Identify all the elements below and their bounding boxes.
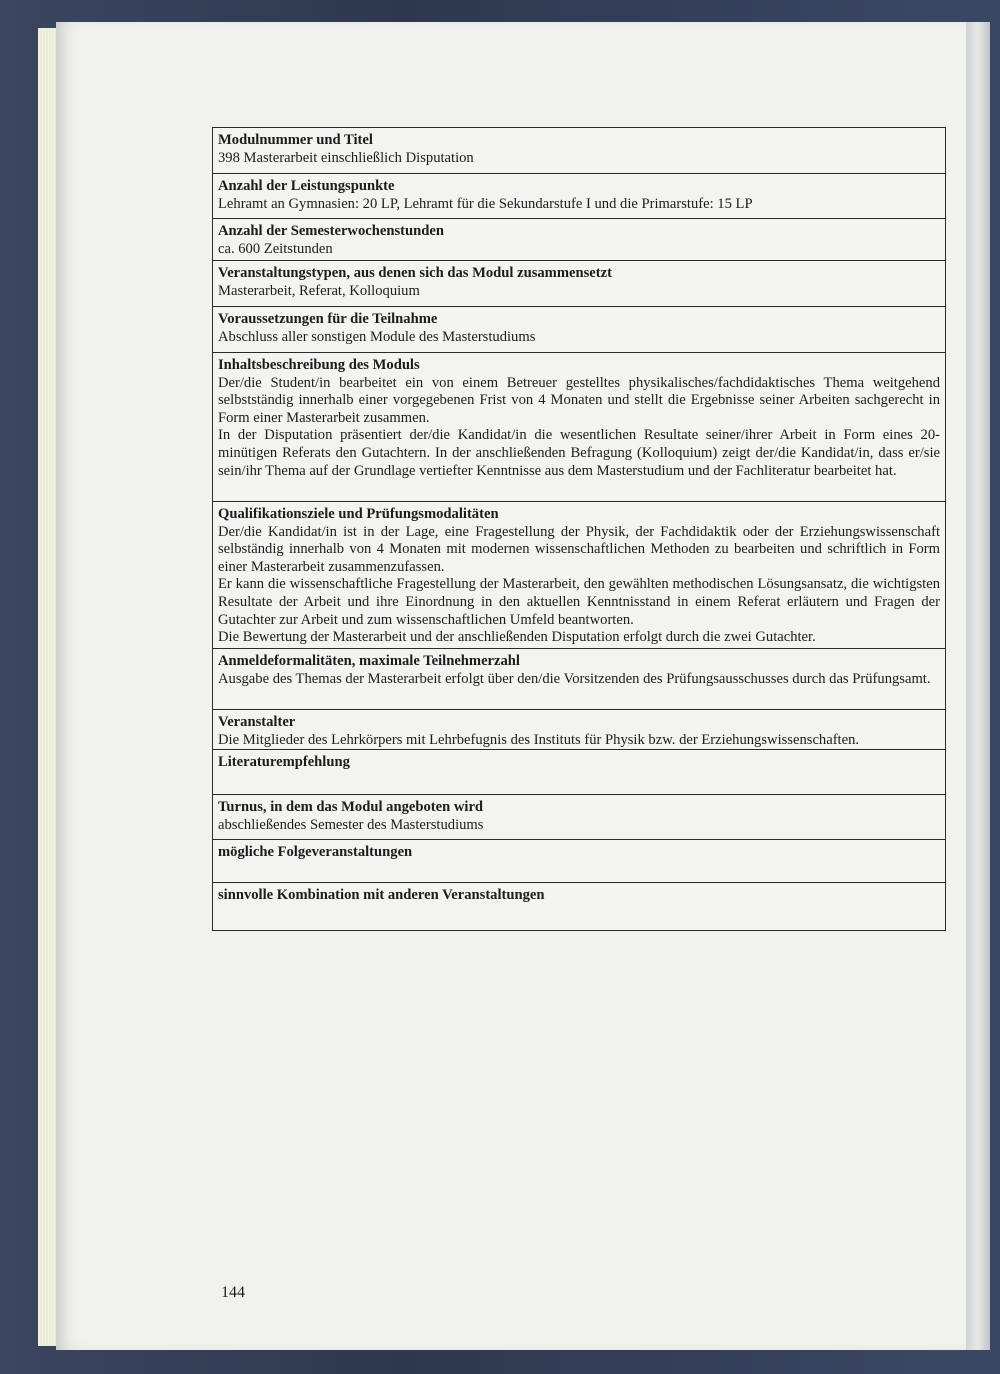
row-text: Abschluss aller sonstigen Module des Masterstudiums <box>218 328 536 345</box>
row-title: mögliche Folgeveranstaltungen <box>218 844 413 860</box>
row-veranstaltungstypen <box>213 261 945 307</box>
row-title: Modulnummer und Titel <box>218 132 373 148</box>
row-veranstalter <box>213 710 945 750</box>
row-inhaltsbeschreibung <box>213 353 945 502</box>
row-title: Turnus, in dem das Modul angeboten wird <box>218 799 484 815</box>
row-leistungspunkte <box>213 174 945 219</box>
row-title: Voraussetzungen für die Teilnahme <box>218 311 438 327</box>
row-turnus <box>213 795 945 840</box>
row-title: Veranstalter <box>218 714 296 730</box>
row-text: Masterarbeit, Referat, Kolloquium <box>218 282 420 299</box>
row-title: Inhaltsbeschreibung des Moduls <box>218 357 420 373</box>
row-qualifikationsziele <box>213 502 945 649</box>
row-text: Die Mitglieder des Lehrkörpers mit Lehrbefugnis des Instituts für Physik bzw. der Erziehungswissenschaften. <box>218 731 860 748</box>
row-text: Er kann die wissenschaftliche Fragestellung der Masterarbeit, den gewählten methodischen Lösungsansatz, die wichtigsten Resultate der Arbeit und ihre Einordnung in den aktuellen Kenntnisstand in einem Referat erläutern und Fragen der Gutachter zur Arbeit und zum wissenschaftlichen Umfeld beantworten. <box>218 576 940 628</box>
module-description-table <box>212 127 946 931</box>
row-text: Ausgabe des Themas der Masterarbeit erfolgt über den/die Vorsitzenden des Prüfungsausschusses durch das Prüfungsamt. <box>218 670 931 687</box>
row-title: Literaturempfehlung <box>218 754 350 770</box>
row-voraussetzungen <box>213 307 945 353</box>
row-literaturempfehlung <box>213 750 945 795</box>
row-modulnummer <box>213 128 945 174</box>
row-title: Anzahl der Semesterwochenstunden <box>218 223 444 239</box>
row-title: Qualifikationsziele und Prüfungsmodalitäten <box>218 506 499 522</box>
row-text: Der/die Student/in bearbeitet ein von einem Betreuer gestelltes physikalisches/fachdidaktisches Thema weitgehend selbstständig innerhalb einer vorgegebenen Frist von 4 Monaten und stellt die Ergebnisse seiner Arbeiten sachgerecht in Form einer Masterarbeit zusammen. <box>218 374 940 426</box>
row-anmeldeformalitaeten <box>213 649 945 710</box>
row-text: 398 Masterarbeit einschließlich Disputation <box>218 149 474 166</box>
row-text: abschließendes Semester des Masterstudiums <box>218 816 484 833</box>
row-title: sinnvolle Kombination mit anderen Veranstaltungen <box>218 887 545 903</box>
row-text: In der Disputation präsentiert der/die Kandidat/in die wesentlichen Resultate seiner/ihrer Arbeit in Form eines 20-minütigen Referats den Gutachtern. In der anschließenden Befragung (Kolloquium) zeigt der/die Kandidat/in, dass er/sie sein/ihr Thema auf der Grundlage vertiefter Kenntnisse aus dem Masterstudium und der Fachliteratur bearbeitet hat. <box>218 427 940 479</box>
row-text: ca. 600 Zeitstunden <box>218 240 333 257</box>
page-right-edge <box>966 22 990 1350</box>
row-text: Der/die Kandidat/in ist in der Lage, eine Fragestellung der Physik, der Fachdidaktik oder der Erziehungswissenschaft selbständig innerhalb von 4 Monaten mit modernen wissenschaftlichen Methoden zu bearbeiten und schriftlich in Form einer Masterarbeit zusammenzufassen. <box>218 523 940 575</box>
row-title: Veranstaltungstypen, aus denen sich das Modul zusammensetzt <box>218 265 612 281</box>
row-title: Anzahl der Leistungspunkte <box>218 178 395 194</box>
row-folgeveranstaltungen <box>213 840 945 883</box>
row-kombination <box>213 883 945 930</box>
page-number: 144 <box>221 1284 245 1301</box>
row-text: Lehramt an Gymnasien: 20 LP, Lehramt für die Sekundarstufe I und die Primarstufe: 15 LP <box>218 195 753 212</box>
row-text: Die Bewertung der Masterarbeit und der anschließenden Disputation erfolgt durch die zwei Gutachter. <box>218 629 816 646</box>
row-title: Anmeldeformalitäten, maximale Teilnehmerzahl <box>218 653 520 669</box>
row-semesterwochenstunden <box>213 219 945 261</box>
